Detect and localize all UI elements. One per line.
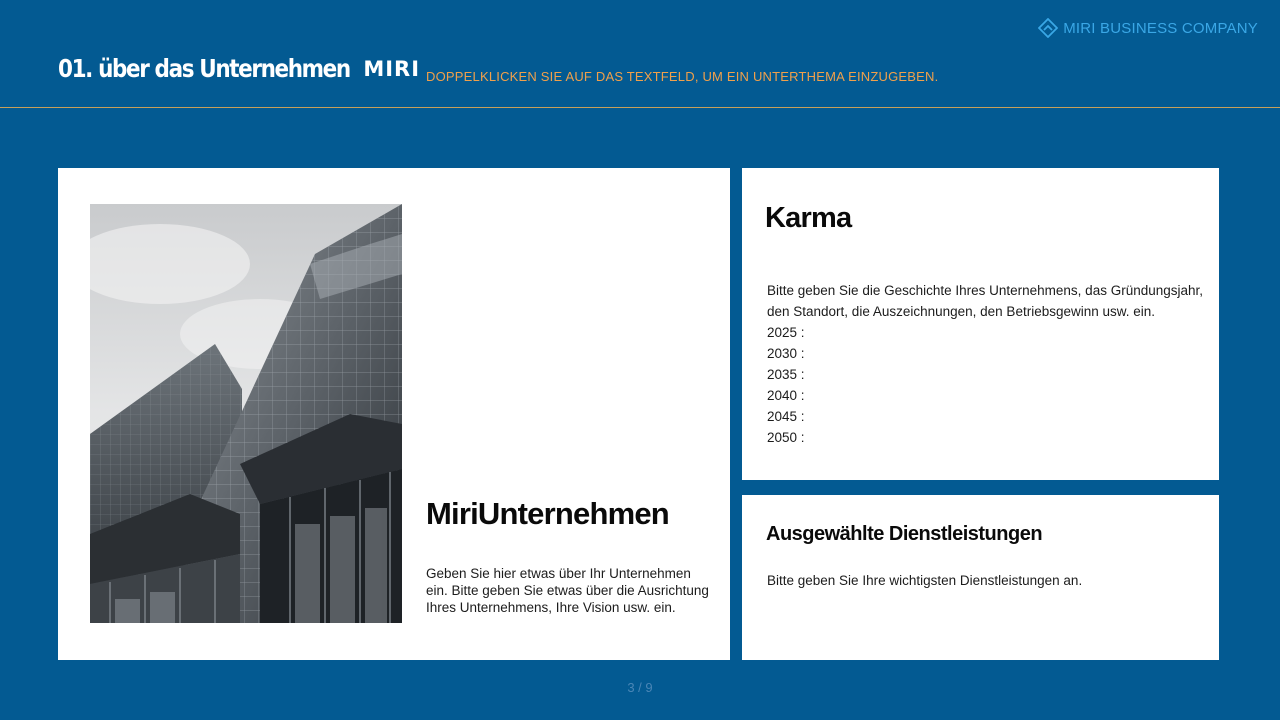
- year-list: [767, 322, 1207, 448]
- list-item: 2050 :: [767, 430, 805, 445]
- karma-description: Bitte geben Sie die Geschichte Ihres Unternehmens, das Gründungsjahr, den Standort, die Auszeichnungen, den Betriebsgewinn usw. ein.: [767, 283, 1204, 319]
- services-heading[interactable]: Ausgewählte Dienstleistungen: [766, 523, 1043, 545]
- services-description[interactable]: Bitte geben Sie Ihre wichtigsten Dienstleistungen an.: [767, 573, 1083, 588]
- list-item: 2030 :: [767, 346, 805, 361]
- company-heading[interactable]: MiriUnternehmen: [426, 496, 669, 531]
- page-number: 3 / 9: [627, 680, 653, 695]
- page-title-brand[interactable]: MIRI: [363, 57, 421, 81]
- header: [58, 54, 938, 84]
- list-item: 2025 :: [767, 325, 805, 340]
- building-photo[interactable]: [90, 204, 402, 623]
- list-item: 2045 :: [767, 409, 805, 424]
- company-description[interactable]: Geben Sie hier etwas über Ihr Unternehmen ein. Bitte geben Sie etwas über die Ausrichtung Ihres Unternehmens, Ihre Vision usw. ein.: [426, 566, 709, 615]
- services-card: [742, 495, 1219, 660]
- diamond-logo-icon: [1038, 18, 1058, 38]
- karma-card: [742, 168, 1219, 480]
- karma-content[interactable]: [767, 280, 1207, 448]
- page-subtitle[interactable]: DOPPELKLICKEN SIE AUF DAS TEXTFELD, UM EIN UNTERTHEMA EINZUGEBEN.: [426, 69, 939, 84]
- company-card: [58, 168, 730, 660]
- brand-name: MIRI BUSINESS COMPANY: [1063, 19, 1258, 37]
- karma-heading[interactable]: Karma: [765, 202, 852, 234]
- brand: [1038, 18, 1258, 38]
- list-item: 2035 :: [767, 367, 805, 382]
- header-divider: [0, 107, 1280, 108]
- list-item: 2040 :: [767, 388, 805, 403]
- page-title[interactable]: 01. über das Unternehmen: [58, 54, 350, 83]
